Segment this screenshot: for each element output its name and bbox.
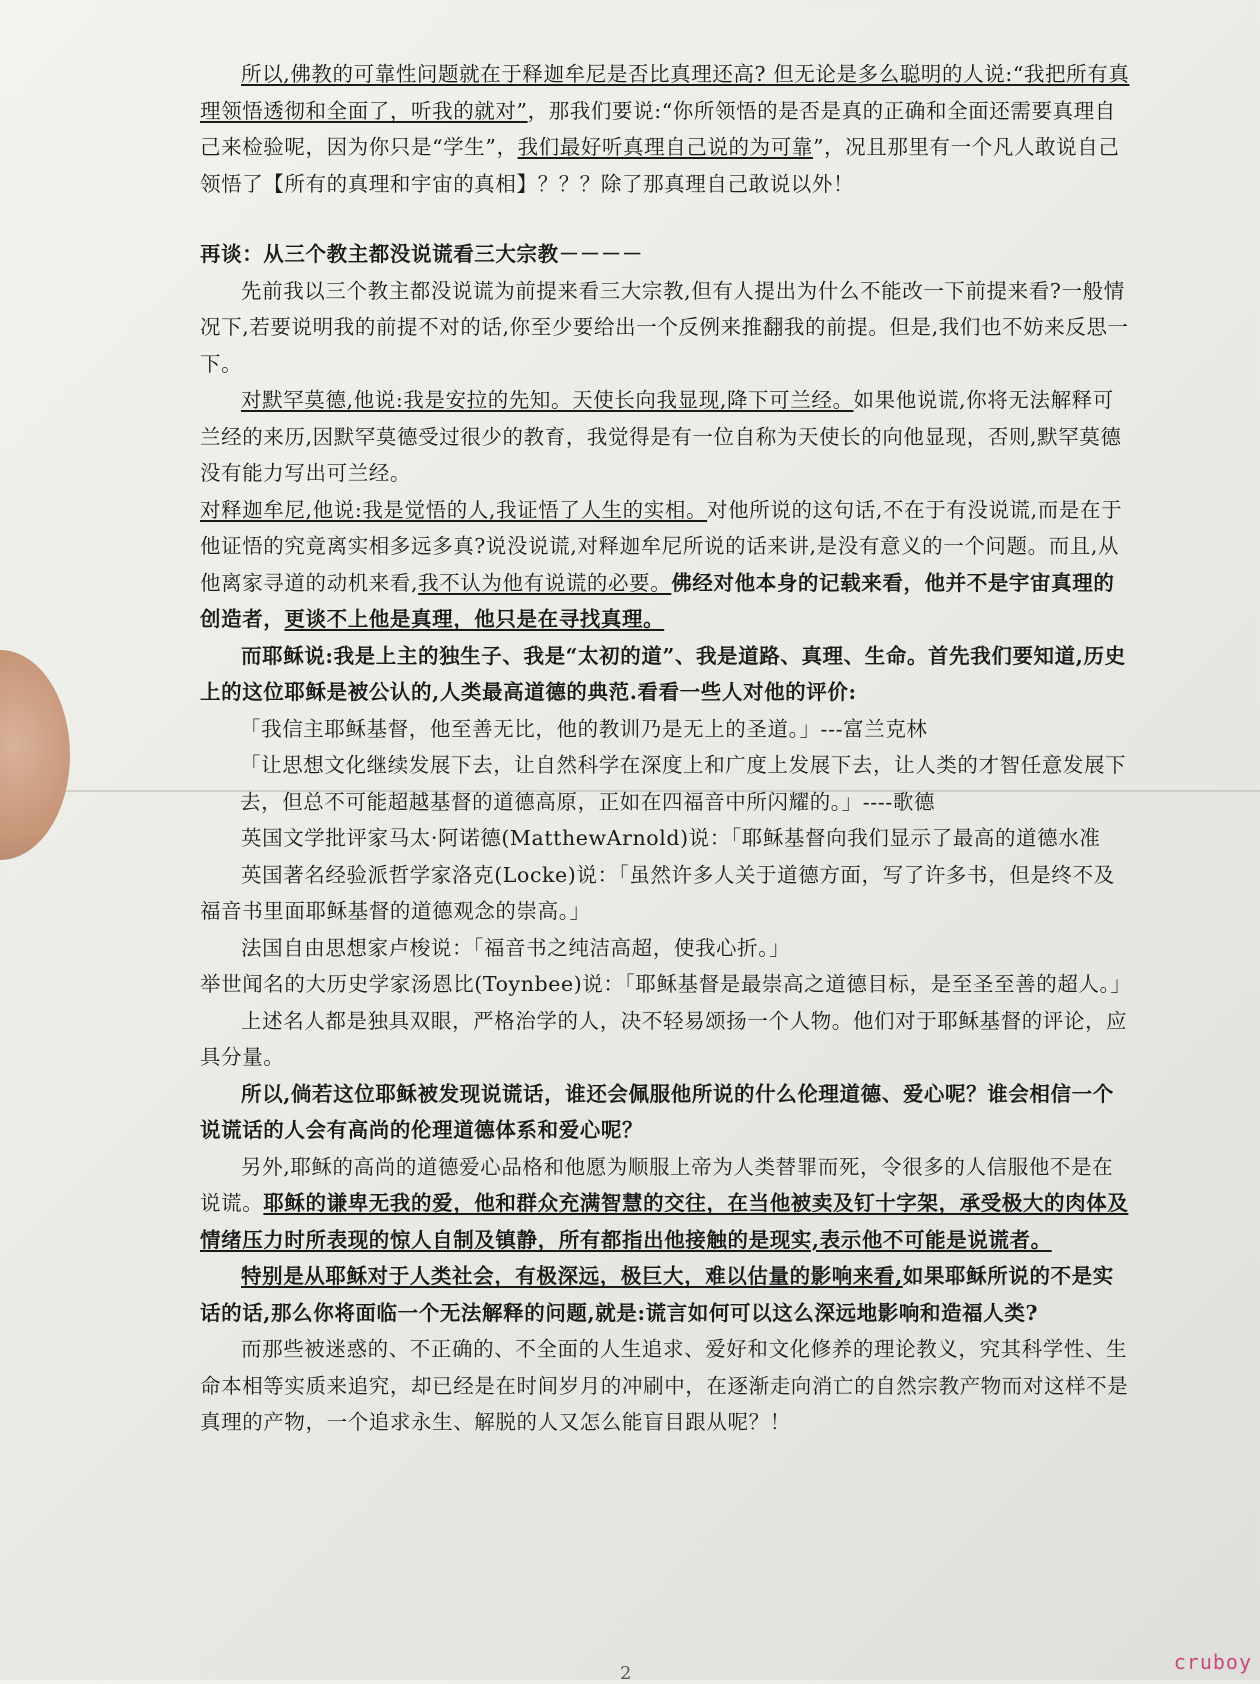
- quote-franklin: 「我信主耶稣基督，他至善无比，他的教训乃是无上的圣道。」---富兰克林: [240, 716, 928, 741]
- quote-rousseau: 法国自由思想家卢梭说：「福音书之纯洁高超，使我心折。」: [241, 935, 791, 960]
- quote-locke: 英国著名经验派哲学家洛克(Locke)说：「虽然许多人关于道德方面，写了许多书，但是终不及福音书里面耶稣基督的道德观念的崇高。」: [200, 862, 1115, 923]
- quote-goethe: 「让思想文化继续发展下去，让自然科学在深度上和广度上发展下去，让人类的才智任意发展下去，但总不可能超越基督的道德高原，正如在四福音中所闪耀的。」----歌德: [240, 753, 1127, 814]
- text-segment: 我不认为他有说谎的必要。: [418, 570, 672, 595]
- text-segment: ”，况且那里有一个凡人敢说自己领悟了【所有的真理和宇宙的真相】？？？除了那真理自己敢说以外！: [200, 135, 1120, 196]
- paragraph-muhammad: [200, 382, 1130, 492]
- text-segment: 另外,耶稣的高尚的道德爱心品格和他愿为顺服上帝为人类替罪而死，令很多的人信服他不是在说谎。: [200, 1154, 1114, 1215]
- paragraph-moral-character: [200, 1149, 1130, 1259]
- paragraph-shakyamuni: [200, 492, 1130, 638]
- paragraph-buddha-reliability: [200, 56, 1130, 202]
- page-number: 2: [620, 1663, 632, 1684]
- text-segment: 对他所说的这句话,不在于有没说谎,而是在于他证悟的究竟离实相多远多真?说没说谎,对释迦牟尼所说的话来讲,是没有意义的一个问题。而且,从他离家寻道的动机来看,: [200, 497, 1123, 595]
- text-segment: 但无论是多么聪明的人说:: [766, 62, 1013, 86]
- paragraph-influence: [200, 1258, 1130, 1331]
- paragraph-jesus: [200, 638, 1130, 711]
- thumb-in-frame: [0, 650, 70, 860]
- text-segment: 我们最好听真理自己说的为可靠: [517, 135, 813, 159]
- quote-arnold: 英国文学批评家马太·阿诺德(MatthewArnold)说：「耶稣基督向我们显示了最高的道德水准: [241, 826, 1101, 850]
- quote-toynbee: 举世闻名的大历史学家汤恩比(Toynbee)说：「耶稣基督是最崇高之道德目标，是至圣至善的超人。」: [200, 972, 1132, 996]
- text-segment: 特别是从耶稣对于人类社会，有极深远，极巨大，难以估量的影响来看,: [241, 1264, 903, 1288]
- text-segment: 更谈不上他是真理，他只是在寻找真理。: [284, 607, 665, 631]
- spacer: [200, 202, 1130, 236]
- text-segment: 耶稣的谦卑无我的爱，他和群众充满智慧的交往，在当他被卖及钉十字架，承受极大的肉体及情绪压力时所表现的惊人自制及镇静，所有都指出他接触的是现实,表示他不可能是说谎者。: [200, 1191, 1129, 1252]
- paragraph-lying: 所以,倘若这位耶稣被发现说谎话，谁还会佩服他所说的什么伦理道德、爱心呢？谁会相信一个说谎话的人会有高尚的伦理道德体系和爱心呢？: [200, 1081, 1114, 1142]
- text-segment: 而耶稣说:我是上主的独生子、我是“太初的道”、我是道路、真理、生命。首先我们要知道,历史上的这位耶稣是被公认的,人类最高道德的典范.看看一些人对他的评价:: [200, 643, 1126, 704]
- text-segment: 对释迦牟尼,他说:我是觉悟的人,我证悟了人生的实相。: [200, 497, 708, 522]
- text-segment: ，那我们要说:“你所领悟的是否是真的正确和全面还需要真理自己来检验呢，因为你只是“学生”，: [200, 98, 1116, 159]
- section-heading: 再谈：从三个教主都没说谎看三大宗教－－－－: [200, 242, 644, 266]
- text-segment: 如果耶稣所说的不是实话的话,那么你将面临一个无法解释的问题,就是:谎言如何可以这么深远地影响和造福人类?: [200, 1264, 1114, 1325]
- paragraph-premise: 先前我以三个教主都没说谎为前提来看三大宗教,但有人提出为什么不能改一下前提来看?一般情况下,若要说明我的前提不对的话,你至少要给出一个反例来推翻我的前提。但是,我们也不妨来反思一下。: [200, 278, 1129, 376]
- text-segment: 对默罕莫德,他说:我是安拉的先知。天使长向我显现,降下可兰经。: [241, 388, 854, 412]
- text-segment: 如果他说谎,你将无法解释可兰经的来历,因默罕莫德受过很少的教育，我觉得是有一位自称为天使长的向他显现，否则,默罕莫德没有能力写出可兰经。: [200, 388, 1122, 485]
- text-segment: “我把所有真理领悟透彻和全面了，听我的就对”: [200, 62, 1130, 123]
- text-segment: 佛经对他本身的记载来看，他并不是宇宙真理的创造者，: [200, 570, 1115, 631]
- text-segment: 所以,佛教的可靠性问题就在于释迦牟尼是否比真理还高?: [241, 62, 767, 86]
- paragraph-celebrities: 上述名人都是独具双眼，严格治学的人，决不轻易颂扬一个人物。他们对于耶稣基督的评论，应具分量。: [200, 1008, 1128, 1069]
- document-body: [200, 56, 1130, 1441]
- paragraph-conclusion: 而那些被迷惑的、不正确的、不全面的人生追求、爱好和文化修养的理论教义，究其科学性、生命本相等实质来追究，却已经是在时间岁月的冲刷中，在逐渐走向消亡的自然宗教产物而对这样不是真理的产物，一个追求永生、解脱的人又怎么能盲目跟从呢？！: [200, 1337, 1129, 1434]
- watermark: cruboy: [1173, 1650, 1252, 1674]
